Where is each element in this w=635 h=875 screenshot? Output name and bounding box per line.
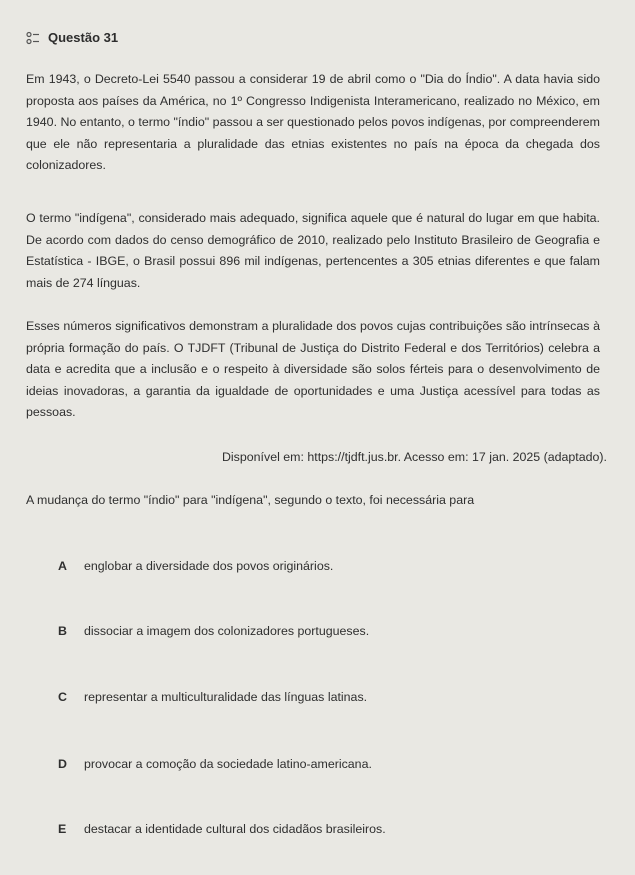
question-header <box>26 30 118 45</box>
question-title: Questão 31 <box>48 30 119 45</box>
option-a[interactable] <box>58 559 333 573</box>
option-text: dissociar a imagem dos colonizadores portugueses. <box>84 624 370 638</box>
option-d[interactable] <box>58 757 372 771</box>
option-e[interactable] <box>58 822 386 836</box>
paragraph-1: Em 1943, o Decreto-Lei 5540 passou a considerar 19 de abril como o "Dia do Índio". A data havia sido proposta aos países da América, no 1º Congresso Indigenista Interamericano, realizado no México, em 1940. No entanto, o termo "índio" passou a ser questionado pelos povos indígenas, por compreenderem que ele não representaria a pluralidade das etnias existentes no país na época da chegada dos colonizadores. <box>26 72 600 172</box>
option-text: destacar a identidade cultural dos cidadãos brasileiros. <box>84 822 386 836</box>
option-letter: B <box>58 624 67 638</box>
option-text: provocar a comoção da sociedade latino-americana. <box>84 757 372 771</box>
option-letter: D <box>58 757 67 771</box>
paragraph-3: Esses números significativos demonstram a pluralidade dos povos cujas contribuições são intrínsecas à própria formação do país. O TJDFT (Tribunal de Justiça do Distrito Federal e dos Territórios) celebra a data e acredita que a inclusão e o respeito à diversidade são solos férteis para o desenvolvimento de ideias inovadoras, a garantia da igualdade de oportunidades e uma Justiça acessível para todas as pessoas. <box>26 319 600 419</box>
list-icon <box>26 31 40 45</box>
option-c[interactable] <box>58 690 367 704</box>
option-text: representar a multiculturalidade das línguas latinas. <box>84 690 368 704</box>
option-letter: A <box>58 559 67 573</box>
option-text: englobar a diversidade dos povos originários. <box>84 559 334 573</box>
option-b[interactable] <box>58 624 369 638</box>
question-prompt: A mudança do termo "índio" para "indígena", segundo o texto, foi necessária para <box>26 493 475 507</box>
source-citation: Disponível em: https://tjdft.jus.br. Acesso em: 17 jan. 2025 (adaptado). <box>221 450 607 464</box>
paragraph-2: O termo "indígena", considerado mais adequado, significa aquele que é natural do lugar em que habita. De acordo com dados do censo demográfico de 2010, realizado pelo Instituto Brasileiro de Geografia e Estatística - IBGE, o Brasil possui 896 mil indígenas, pertencentes a 305 etnias diferentes e que falam mais de 274 línguas. <box>26 211 600 290</box>
option-letter: E <box>58 822 67 836</box>
option-letter: C <box>58 690 67 704</box>
